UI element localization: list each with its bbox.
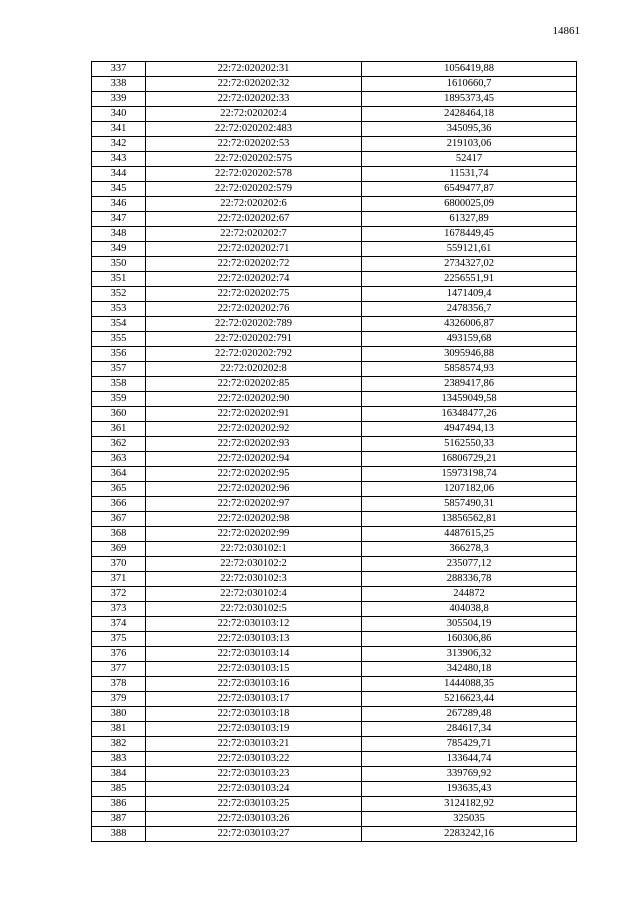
cadastral-value-table [91,61,577,842]
row-number-cell: 344 [92,167,146,182]
value-cell: 1895373,45 [362,92,577,107]
row-number-cell: 385 [92,782,146,797]
table-row [92,542,577,557]
row-number-cell: 381 [92,722,146,737]
row-number-cell: 386 [92,797,146,812]
table-row [92,227,577,242]
table-row [92,617,577,632]
cadastral-number-cell: 22:72:030103:19 [146,722,362,737]
row-number-cell: 371 [92,572,146,587]
value-cell: 52417 [362,152,577,167]
value-cell: 3095946,88 [362,347,577,362]
table-row [92,332,577,347]
table-row [92,692,577,707]
row-number-cell: 351 [92,272,146,287]
cadastral-number-cell: 22:72:030103:15 [146,662,362,677]
value-cell: 1678449,45 [362,227,577,242]
value-cell: 6549477,87 [362,182,577,197]
table-row [92,752,577,767]
table-row [92,812,577,827]
cadastral-number-cell: 22:72:030103:21 [146,737,362,752]
table-row [92,662,577,677]
cadastral-number-cell: 22:72:020202:76 [146,302,362,317]
value-cell: 1610660,7 [362,77,577,92]
row-number-cell: 377 [92,662,146,677]
row-number-cell: 379 [92,692,146,707]
table-row [92,287,577,302]
value-cell: 366278,3 [362,542,577,557]
cadastral-number-cell: 22:72:020202:91 [146,407,362,422]
cadastral-number-cell: 22:72:020202:72 [146,257,362,272]
value-cell: 1444088,35 [362,677,577,692]
value-cell: 5216623,44 [362,692,577,707]
table-row [92,767,577,782]
value-cell: 325035 [362,812,577,827]
value-cell: 16806729,21 [362,452,577,467]
table-row [92,347,577,362]
table-row [92,572,577,587]
value-cell: 4326006,87 [362,317,577,332]
cadastral-number-cell: 22:72:020202:4 [146,107,362,122]
value-cell: 5857490,31 [362,497,577,512]
cadastral-number-cell: 22:72:030102:2 [146,557,362,572]
value-cell: 2256551,91 [362,272,577,287]
table-row [92,602,577,617]
cadastral-number-cell: 22:72:020202:95 [146,467,362,482]
value-cell: 4947494,13 [362,422,577,437]
value-cell: 2734327,02 [362,257,577,272]
value-cell: 133644,74 [362,752,577,767]
row-number-cell: 370 [92,557,146,572]
cadastral-number-cell: 22:72:020202:97 [146,497,362,512]
table-row [92,782,577,797]
row-number-cell: 378 [92,677,146,692]
table-row [92,377,577,392]
row-number-cell: 354 [92,317,146,332]
table-row [92,317,577,332]
table-row [92,722,577,737]
cadastral-number-cell: 22:72:030103:16 [146,677,362,692]
cadastral-number-cell: 22:72:030102:3 [146,572,362,587]
table-row [92,482,577,497]
cadastral-number-cell: 22:72:030103:18 [146,707,362,722]
row-number-cell: 376 [92,647,146,662]
row-number-cell: 367 [92,512,146,527]
row-number-cell: 382 [92,737,146,752]
table-row [92,587,577,602]
cadastral-number-cell: 22:72:020202:6 [146,197,362,212]
row-number-cell: 360 [92,407,146,422]
cadastral-number-cell: 22:72:020202:75 [146,287,362,302]
row-number-cell: 342 [92,137,146,152]
table-row [92,212,577,227]
table-row [92,197,577,212]
row-number-cell: 362 [92,437,146,452]
value-cell: 493159,68 [362,332,577,347]
table-row [92,122,577,137]
cadastral-number-cell: 22:72:030103:14 [146,647,362,662]
cadastral-number-cell: 22:72:030103:17 [146,692,362,707]
row-number-cell: 361 [92,422,146,437]
value-cell: 3124182,92 [362,797,577,812]
table-row [92,272,577,287]
value-cell: 1471409,4 [362,287,577,302]
cadastral-number-cell: 22:72:020202:71 [146,242,362,257]
cadastral-number-cell: 22:72:020202:579 [146,182,362,197]
row-number-cell: 368 [92,527,146,542]
row-number-cell: 352 [92,287,146,302]
table-row [92,827,577,842]
table-row [92,677,577,692]
row-number-cell: 387 [92,812,146,827]
cadastral-number-cell: 22:72:030103:13 [146,632,362,647]
cadastral-number-cell: 22:72:020202:94 [146,452,362,467]
row-number-cell: 348 [92,227,146,242]
value-cell: 2428464,18 [362,107,577,122]
row-number-cell: 373 [92,602,146,617]
table-row [92,92,577,107]
value-cell: 5162550,33 [362,437,577,452]
cadastral-number-cell: 22:72:020202:92 [146,422,362,437]
cadastral-number-cell: 22:72:030102:4 [146,587,362,602]
value-cell: 267289,48 [362,707,577,722]
row-number-cell: 374 [92,617,146,632]
value-cell: 4487615,25 [362,527,577,542]
table-row [92,632,577,647]
row-number-cell: 347 [92,212,146,227]
row-number-cell: 366 [92,497,146,512]
value-cell: 2389417,86 [362,377,577,392]
row-number-cell: 358 [92,377,146,392]
value-cell: 193635,43 [362,782,577,797]
row-number-cell: 343 [92,152,146,167]
cadastral-number-cell: 22:72:020202:67 [146,212,362,227]
cadastral-number-cell: 22:72:020202:53 [146,137,362,152]
row-number-cell: 359 [92,392,146,407]
cadastral-number-cell: 22:72:030102:1 [146,542,362,557]
cadastral-number-cell: 22:72:020202:31 [146,62,362,77]
table-row [92,467,577,482]
value-cell: 559121,61 [362,242,577,257]
page-number: 14861 [552,25,580,37]
table-body [92,62,577,842]
table-row [92,557,577,572]
row-number-cell: 372 [92,587,146,602]
value-cell: 235077,12 [362,557,577,572]
row-number-cell: 388 [92,827,146,842]
value-cell: 284617,34 [362,722,577,737]
cadastral-number-cell: 22:72:020202:98 [146,512,362,527]
table-row [92,497,577,512]
table-row [92,242,577,257]
value-cell: 61327,89 [362,212,577,227]
row-number-cell: 337 [92,62,146,77]
row-number-cell: 349 [92,242,146,257]
cadastral-number-cell: 22:72:030103:27 [146,827,362,842]
table-row [92,302,577,317]
row-number-cell: 345 [92,182,146,197]
table-row [92,527,577,542]
cadastral-number-cell: 22:72:020202:99 [146,527,362,542]
value-cell: 345095,36 [362,122,577,137]
table-row [92,137,577,152]
value-cell: 1207182,06 [362,482,577,497]
table-row [92,167,577,182]
cadastral-number-cell: 22:72:020202:74 [146,272,362,287]
value-cell: 305504,19 [362,617,577,632]
table-row [92,392,577,407]
cadastral-number-cell: 22:72:020202:96 [146,482,362,497]
row-number-cell: 355 [92,332,146,347]
value-cell: 244872 [362,587,577,602]
cadastral-number-cell: 22:72:020202:7 [146,227,362,242]
row-number-cell: 380 [92,707,146,722]
row-number-cell: 346 [92,197,146,212]
row-number-cell: 363 [92,452,146,467]
value-cell: 339769,92 [362,767,577,782]
value-cell: 11531,74 [362,167,577,182]
value-cell: 404038,8 [362,602,577,617]
cadastral-number-cell: 22:72:020202:90 [146,392,362,407]
cadastral-number-cell: 22:72:030103:22 [146,752,362,767]
row-number-cell: 341 [92,122,146,137]
value-cell: 160306,86 [362,632,577,647]
row-number-cell: 339 [92,92,146,107]
row-number-cell: 364 [92,467,146,482]
cadastral-number-cell: 22:72:020202:33 [146,92,362,107]
row-number-cell: 350 [92,257,146,272]
table-row [92,77,577,92]
value-cell: 219103,06 [362,137,577,152]
value-cell: 288336,78 [362,572,577,587]
row-number-cell: 338 [92,77,146,92]
row-number-cell: 357 [92,362,146,377]
value-cell: 2283242,16 [362,827,577,842]
table-row [92,647,577,662]
table-row [92,797,577,812]
row-number-cell: 369 [92,542,146,557]
table-row [92,452,577,467]
row-number-cell: 353 [92,302,146,317]
row-number-cell: 383 [92,752,146,767]
cadastral-number-cell: 22:72:020202:792 [146,347,362,362]
table-row [92,152,577,167]
cadastral-number-cell: 22:72:030103:26 [146,812,362,827]
cadastral-number-cell: 22:72:030103:12 [146,617,362,632]
table-row [92,512,577,527]
row-number-cell: 384 [92,767,146,782]
table-row [92,437,577,452]
cadastral-number-cell: 22:72:020202:8 [146,362,362,377]
table-row [92,407,577,422]
cadastral-number-cell: 22:72:020202:93 [146,437,362,452]
value-cell: 785429,71 [362,737,577,752]
cadastral-number-cell: 22:72:020202:578 [146,167,362,182]
value-cell: 13856562,81 [362,512,577,527]
value-cell: 13459049,58 [362,392,577,407]
cadastral-number-cell: 22:72:020202:575 [146,152,362,167]
table-row [92,707,577,722]
value-cell: 15973198,74 [362,467,577,482]
value-cell: 342480,18 [362,662,577,677]
table-row [92,737,577,752]
cadastral-number-cell: 22:72:030103:23 [146,767,362,782]
row-number-cell: 356 [92,347,146,362]
cadastral-number-cell: 22:72:020202:483 [146,122,362,137]
table-row [92,257,577,272]
row-number-cell: 365 [92,482,146,497]
value-cell: 16348477,26 [362,407,577,422]
value-cell: 2478356,7 [362,302,577,317]
cadastral-number-cell: 22:72:030102:5 [146,602,362,617]
cadastral-number-cell: 22:72:020202:85 [146,377,362,392]
value-cell: 1056419,88 [362,62,577,77]
value-cell: 6800025,09 [362,197,577,212]
table-row [92,422,577,437]
table-row [92,182,577,197]
row-number-cell: 340 [92,107,146,122]
cadastral-number-cell: 22:72:020202:791 [146,332,362,347]
table-row [92,107,577,122]
table-row [92,362,577,377]
row-number-cell: 375 [92,632,146,647]
cadastral-number-cell: 22:72:030103:24 [146,782,362,797]
cadastral-number-cell: 22:72:020202:789 [146,317,362,332]
value-cell: 313906,32 [362,647,577,662]
cadastral-number-cell: 22:72:020202:32 [146,77,362,92]
value-cell: 5858574,93 [362,362,577,377]
table-row [92,62,577,77]
cadastral-number-cell: 22:72:030103:25 [146,797,362,812]
